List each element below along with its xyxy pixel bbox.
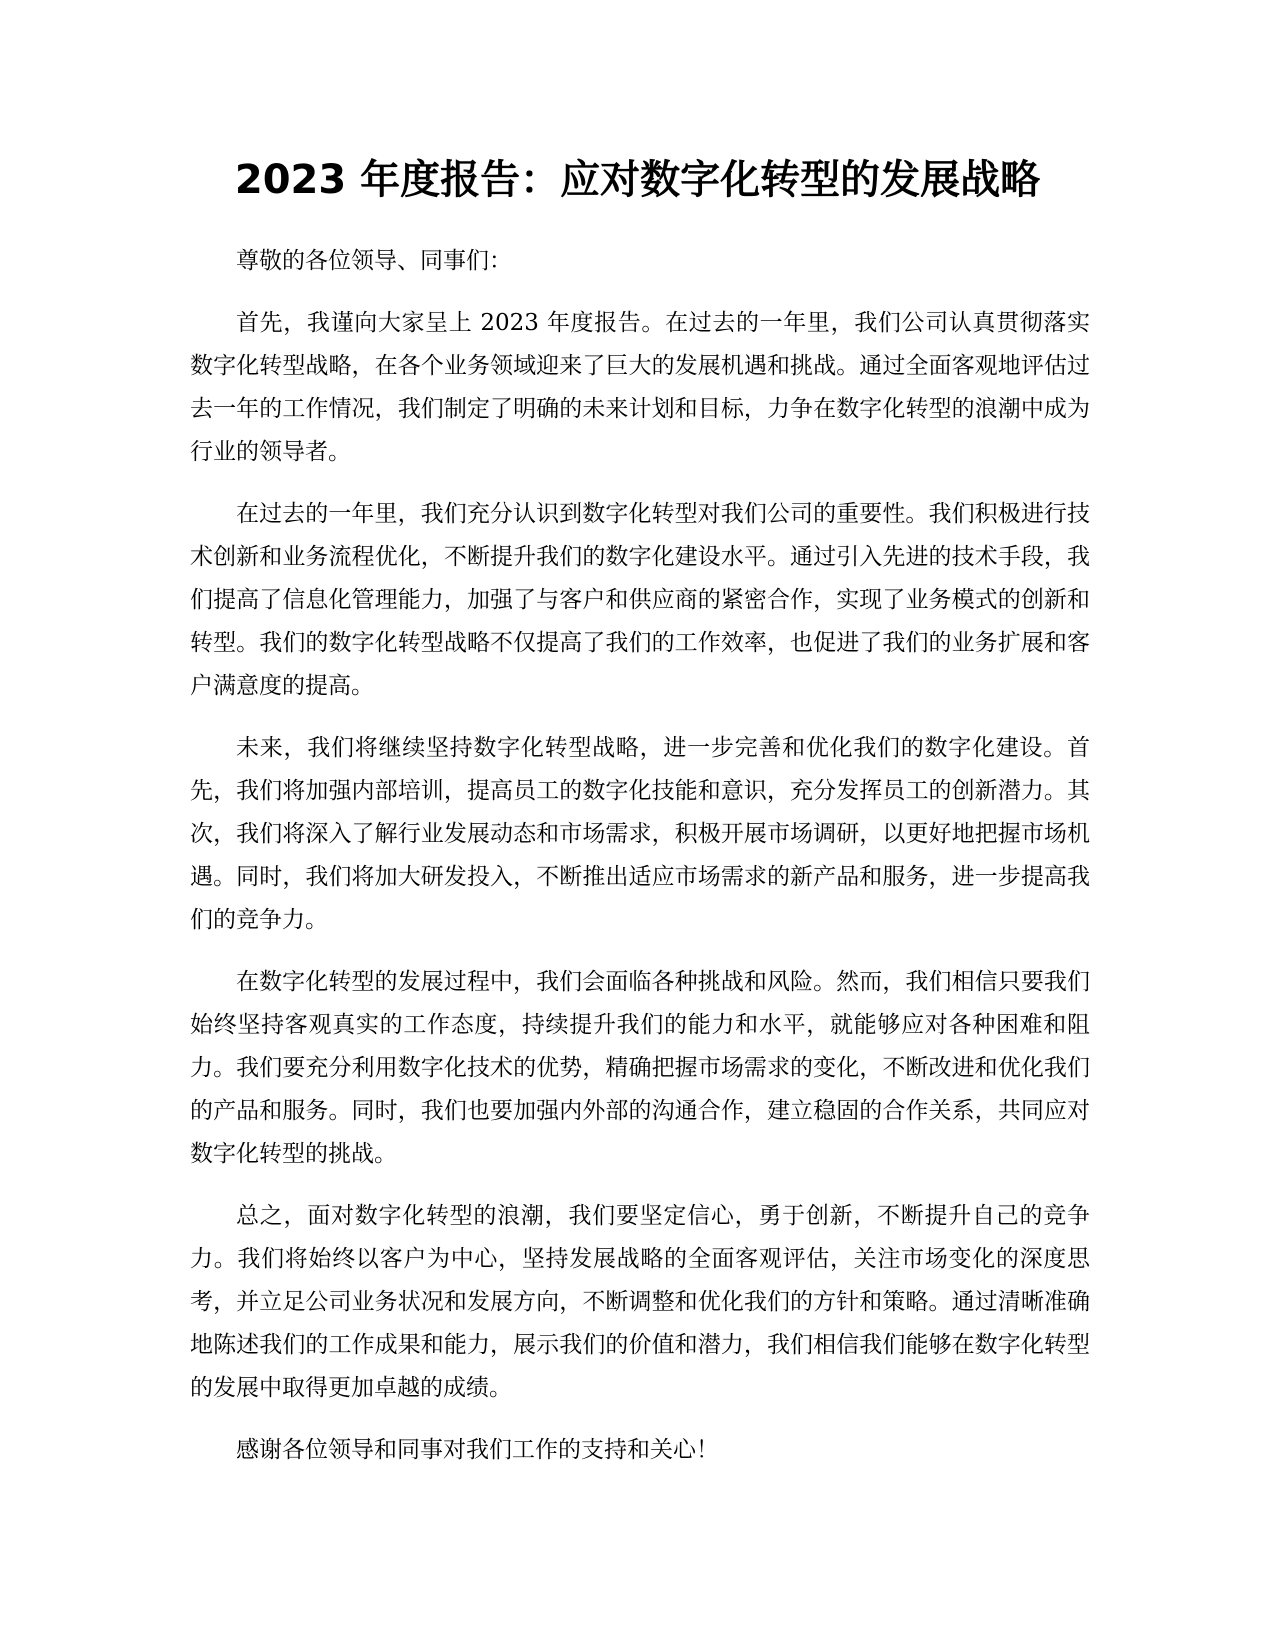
body-paragraph: 首先，我谨向大家呈上 2023 年度报告。在过去的一年里，我们公司认真贯彻落实数字化转型战略，在各个业务领域迎来了巨大的发展机遇和挑战。通过全面客观地评估过去一年的工作情况，我们制定了明确的未来计划和目标，力争在数字化转型的浪潮中成为行业的领导者。 <box>190 310 1090 465</box>
document-title: 2023 年度报告：应对数字化转型的发展战略 <box>234 157 1041 203</box>
body-paragraph: 在数字化转型的发展过程中，我们会面临各种挑战和风险。然而，我们相信只要我们始终坚持客观真实的工作态度，持续提升我们的能力和水平，就能够应对各种困难和阻力。我们要充分利用数字化技术的优势，精确把握市场需求的变化，不断改进和优化我们的产品和服务。同时，我们也要加强内外部的沟通合作，建立稳固的合作关系，共同应对数字化转型的挑战。 <box>190 969 1090 1167</box>
body-paragraph: 在过去的一年里，我们充分认识到数字化转型对我们公司的重要性。我们积极进行技术创新和业务流程优化，不断提升我们的数字化建设水平。通过引入先进的技术手段，我们提高了信息化管理能力，加强了与客户和供应商的紧密合作，实现了业务模式的创新和转型。我们的数字化转型战略不仅提高了我们的工作效率，也促进了我们的业务扩展和客户满意度的提高。 <box>190 501 1090 699</box>
greeting-paragraph: 尊敬的各位领导、同事们： <box>236 248 512 274</box>
body-paragraph: 总之，面对数字化转型的浪潮，我们要坚定信心，勇于创新，不断提升自己的竞争力。我们将始终以客户为中心，坚持发展战略的全面客观评估，关注市场变化的深度思考，并立足公司业务状况和发展方向，不断调整和优化我们的方针和策略。通过清晰准确地陈述我们的工作成果和能力，展示我们的价值和潜力，我们相信我们能够在数字化转型的发展中取得更加卓越的成绩。 <box>190 1203 1090 1401</box>
document-body <box>190 240 1090 1491</box>
closing-paragraph: 感谢各位领导和同事对我们工作的支持和关心！ <box>236 1437 719 1463</box>
body-paragraph: 未来，我们将继续坚持数字化转型战略，进一步完善和优化我们的数字化建设。首先，我们将加强内部培训，提高员工的数字化技能和意识，充分发挥员工的创新潜力。其次，我们将深入了解行业发展动态和市场需求，积极开展市场调研，以更好地把握市场机遇。同时，我们将加大研发投入，不断推出适应市场需求的新产品和服务，进一步提高我们的竞争力。 <box>190 735 1090 933</box>
